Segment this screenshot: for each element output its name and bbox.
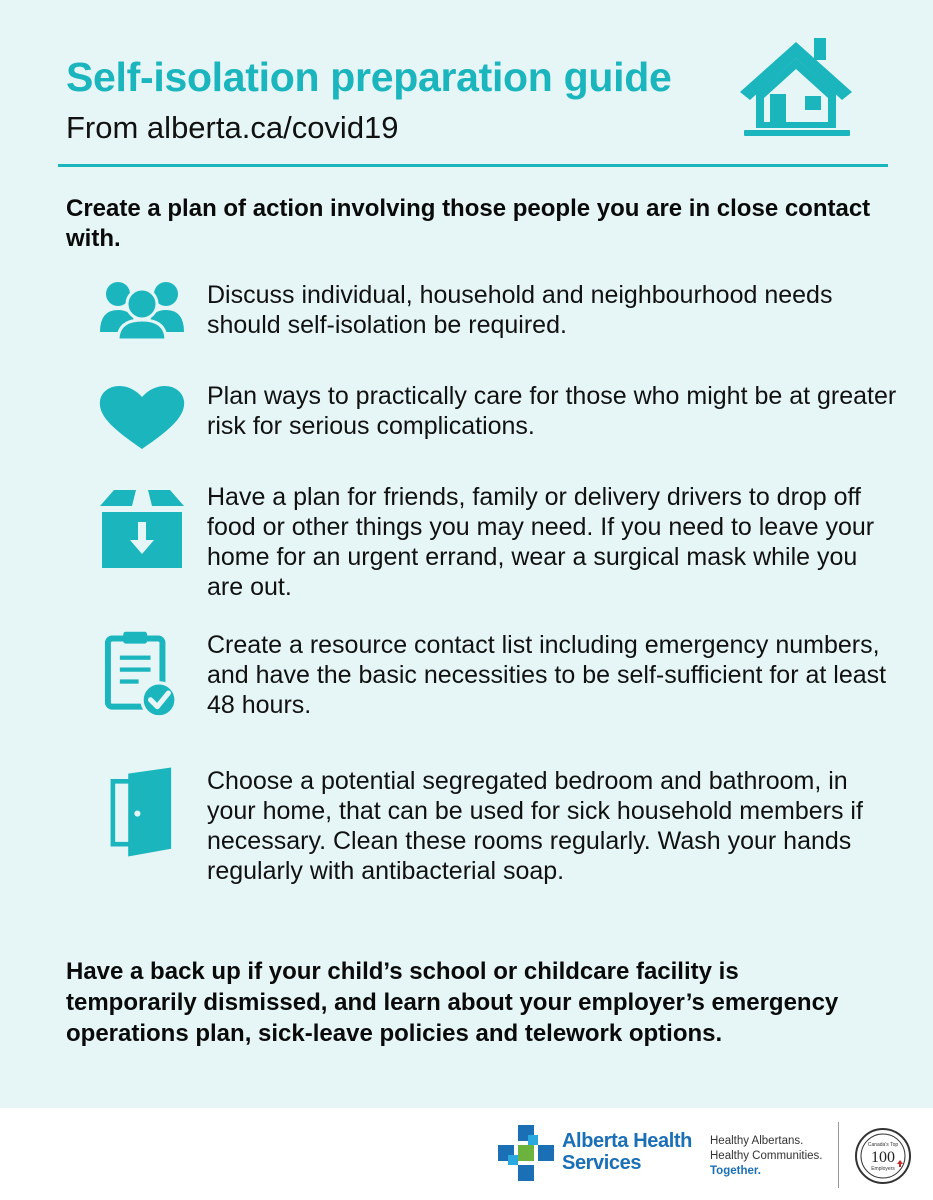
- house-icon: [734, 36, 858, 142]
- tagline-line2: Healthy Communities.: [710, 1150, 823, 1162]
- footer: [0, 1108, 933, 1200]
- award-line2: Employers: [871, 1166, 895, 1172]
- item-text: Have a plan for friends, family or delivery drivers to drop off food or other things you may need. If you need to leave your home for an urgent errand, wear a surgical mask while you are out.: [207, 483, 875, 601]
- page-subtitle: From alberta.ca/covid19: [66, 110, 399, 145]
- closing-text: Have a back up if your child’s school or childcare facility is temporarily dismissed, and learn about your employer’s emergency operations plan, sick-leave policies and telework options.: [66, 958, 839, 1047]
- top-employers-award-icon: [853, 1126, 913, 1186]
- item-text: Create a resource contact list including emergency numbers, and have the basic necessities to be self-sufficient for at least 48 hours.: [207, 631, 887, 719]
- ahs-line1: Alberta Health: [562, 1130, 692, 1152]
- footer-divider: [838, 1122, 839, 1188]
- tagline: [710, 1134, 850, 1179]
- open-door-icon: [96, 766, 188, 858]
- ahs-line2: Services: [562, 1152, 642, 1174]
- item-text: Plan ways to practically care for those who might be at greater risk for serious complications.: [207, 382, 897, 440]
- award-line1: Canada's Top: [867, 1142, 899, 1148]
- item-text: Discuss individual, household and neighbourhood needs should self-isolation be required.: [207, 281, 833, 339]
- tagline-line3: Together.: [710, 1165, 761, 1177]
- delivery-box-icon: [96, 482, 188, 574]
- ahs-wordmark: [562, 1130, 702, 1174]
- intro-text: Create a plan of action involving those people you are in close contact with.: [66, 195, 871, 252]
- clipboard-check-icon: [96, 630, 188, 722]
- page-title: Self-isolation preparation guide: [66, 54, 672, 100]
- ahs-logo-icon: [498, 1125, 554, 1181]
- heart-icon: [96, 381, 188, 473]
- people-group-icon: [96, 280, 188, 372]
- award-number: 100: [871, 1149, 895, 1166]
- header-divider: [58, 164, 888, 167]
- item-text: Choose a potential segregated bedroom and bathroom, in your home, that can be used for sick household members if necessary. Clean these rooms regularly. Wash your hands regularly with antibacterial soap.: [207, 767, 863, 885]
- tagline-line1: Healthy Albertans.: [710, 1135, 804, 1147]
